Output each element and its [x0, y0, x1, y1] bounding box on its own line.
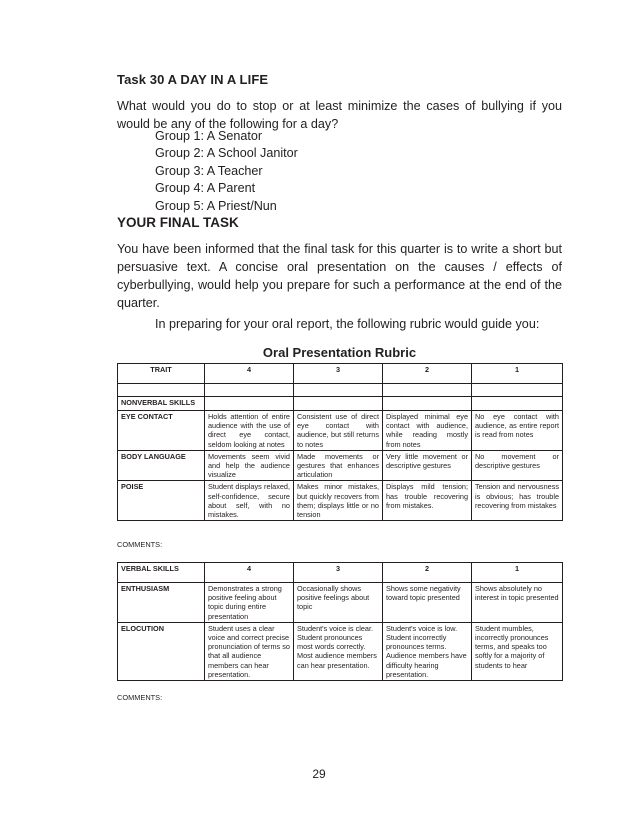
- group-item: Group 2: A School Janitor: [155, 146, 298, 161]
- final-task-paragraph: You have been informed that the final task for this quarter is to write a short but persuasive text. A concise oral presentation on the causes / effects of cyberbullying, would help you prepare for such a performance at the end of the quarter.: [117, 242, 562, 310]
- header-cell: 4: [205, 364, 294, 384]
- group-item: Group 1: A Senator: [155, 129, 263, 143]
- comments-label: COMMENTS:: [117, 693, 163, 702]
- header-cell: 1: [472, 364, 563, 384]
- criteria-cell: Consistent use of direct eye contact with audience, but still returns to notes: [294, 411, 383, 451]
- nonverbal-rubric-table: [117, 363, 563, 521]
- task-title: Task 30 A DAY IN A LIFE: [117, 72, 269, 87]
- header-cell: 2: [383, 563, 472, 583]
- criteria-cell: Student uses a clear voice and correct precise pronunciation of terms so that all audience members can hear presentation.: [205, 622, 294, 680]
- criteria-cell: Shows some negativity toward topic presented: [383, 583, 472, 623]
- trait-cell: BODY LANGUAGE: [118, 450, 205, 481]
- criteria-cell: Student's voice is clear. Student pronounces most words correctly. Most audience members can hear presentation.: [294, 622, 383, 680]
- trait-cell: ELOCUTION: [118, 622, 205, 680]
- criteria-cell: Student's voice is low. Student incorrectly pronounces terms. Audience members have difficulty hearing presentation.: [383, 622, 472, 680]
- group-item: Group 4: A Parent: [155, 181, 256, 196]
- rubric-header-row: [118, 364, 563, 384]
- final-task-title: YOUR FINAL TASK: [117, 215, 239, 230]
- criteria-cell: Student displays relaxed, self-confidence, secure about self, with no mistakes.: [205, 481, 294, 521]
- header-cell: 3: [294, 563, 383, 583]
- task-question: What would you do to stop or at least minimize the cases of bullying if you would be any of the following for a day?: [117, 99, 562, 131]
- header-cell: VERBAL SKILLS: [118, 563, 205, 583]
- comments-label: COMMENTS:: [117, 540, 163, 549]
- group-item: Group 5: A Priest/Nun: [155, 198, 277, 213]
- criteria-cell: Made movements or gestures that enhances articulation: [294, 450, 383, 481]
- verbal-rubric-table: [117, 562, 563, 681]
- table-row: [118, 622, 563, 680]
- section-label: NONVERBAL SKILLS: [118, 397, 205, 411]
- rubric-title: Oral Presentation Rubric: [262, 345, 417, 360]
- criteria-cell: No eye contact with audience, as entire report is read from notes: [472, 411, 563, 451]
- group-item: Group 3: A Teacher: [155, 163, 263, 178]
- criteria-cell: No movement or descriptive gestures: [472, 450, 563, 481]
- header-cell: 2: [383, 364, 472, 384]
- header-cell: 1: [472, 563, 563, 583]
- trait-cell: POISE: [118, 481, 205, 521]
- section-row: [118, 397, 563, 411]
- trait-cell: ENTHUSIASM: [118, 583, 205, 623]
- criteria-cell: Shows absolutely no interest in topic presented: [472, 583, 563, 623]
- spacer-row: [118, 384, 563, 397]
- table-row: [118, 481, 563, 521]
- criteria-cell: Holds attention of entire audience with the use of direct eye contact, seldom looking at notes: [205, 411, 294, 451]
- criteria-cell: Displayed minimal eye contact with audience, while reading mostly from notes: [383, 411, 472, 451]
- header-cell: 3: [294, 364, 383, 384]
- rubric-guide-text: In preparing for your oral report, the following rubric would guide you:: [155, 317, 540, 331]
- table-row: [118, 583, 563, 623]
- table-row: [118, 450, 563, 481]
- criteria-cell: Occasionally shows positive feelings about topic: [294, 583, 383, 623]
- header-cell: 4: [205, 563, 294, 583]
- criteria-cell: Demonstrates a strong positive feeling about topic during entire presentation: [205, 583, 294, 623]
- criteria-cell: Very little movement or descriptive gestures: [383, 450, 472, 481]
- rubric-header-row: [118, 563, 563, 583]
- table-row: [118, 411, 563, 451]
- criteria-cell: Movements seem vivid and help the audience visualize: [205, 450, 294, 481]
- trait-cell: EYE CONTACT: [118, 411, 205, 451]
- header-cell: TRAIT: [118, 364, 205, 384]
- criteria-cell: Student mumbles, incorrectly pronounces terms, and speaks too softly for a majority of students to hear: [472, 622, 563, 680]
- criteria-cell: Tension and nervousness is obvious; has trouble recovering from mistakes: [472, 481, 563, 521]
- page-number: 29: [312, 767, 326, 781]
- criteria-cell: Makes minor mistakes, but quickly recovers from them; displays little or no tension: [294, 481, 383, 521]
- criteria-cell: Displays mild tension; has trouble recovering from mistakes.: [383, 481, 472, 521]
- group-list: [155, 128, 298, 215]
